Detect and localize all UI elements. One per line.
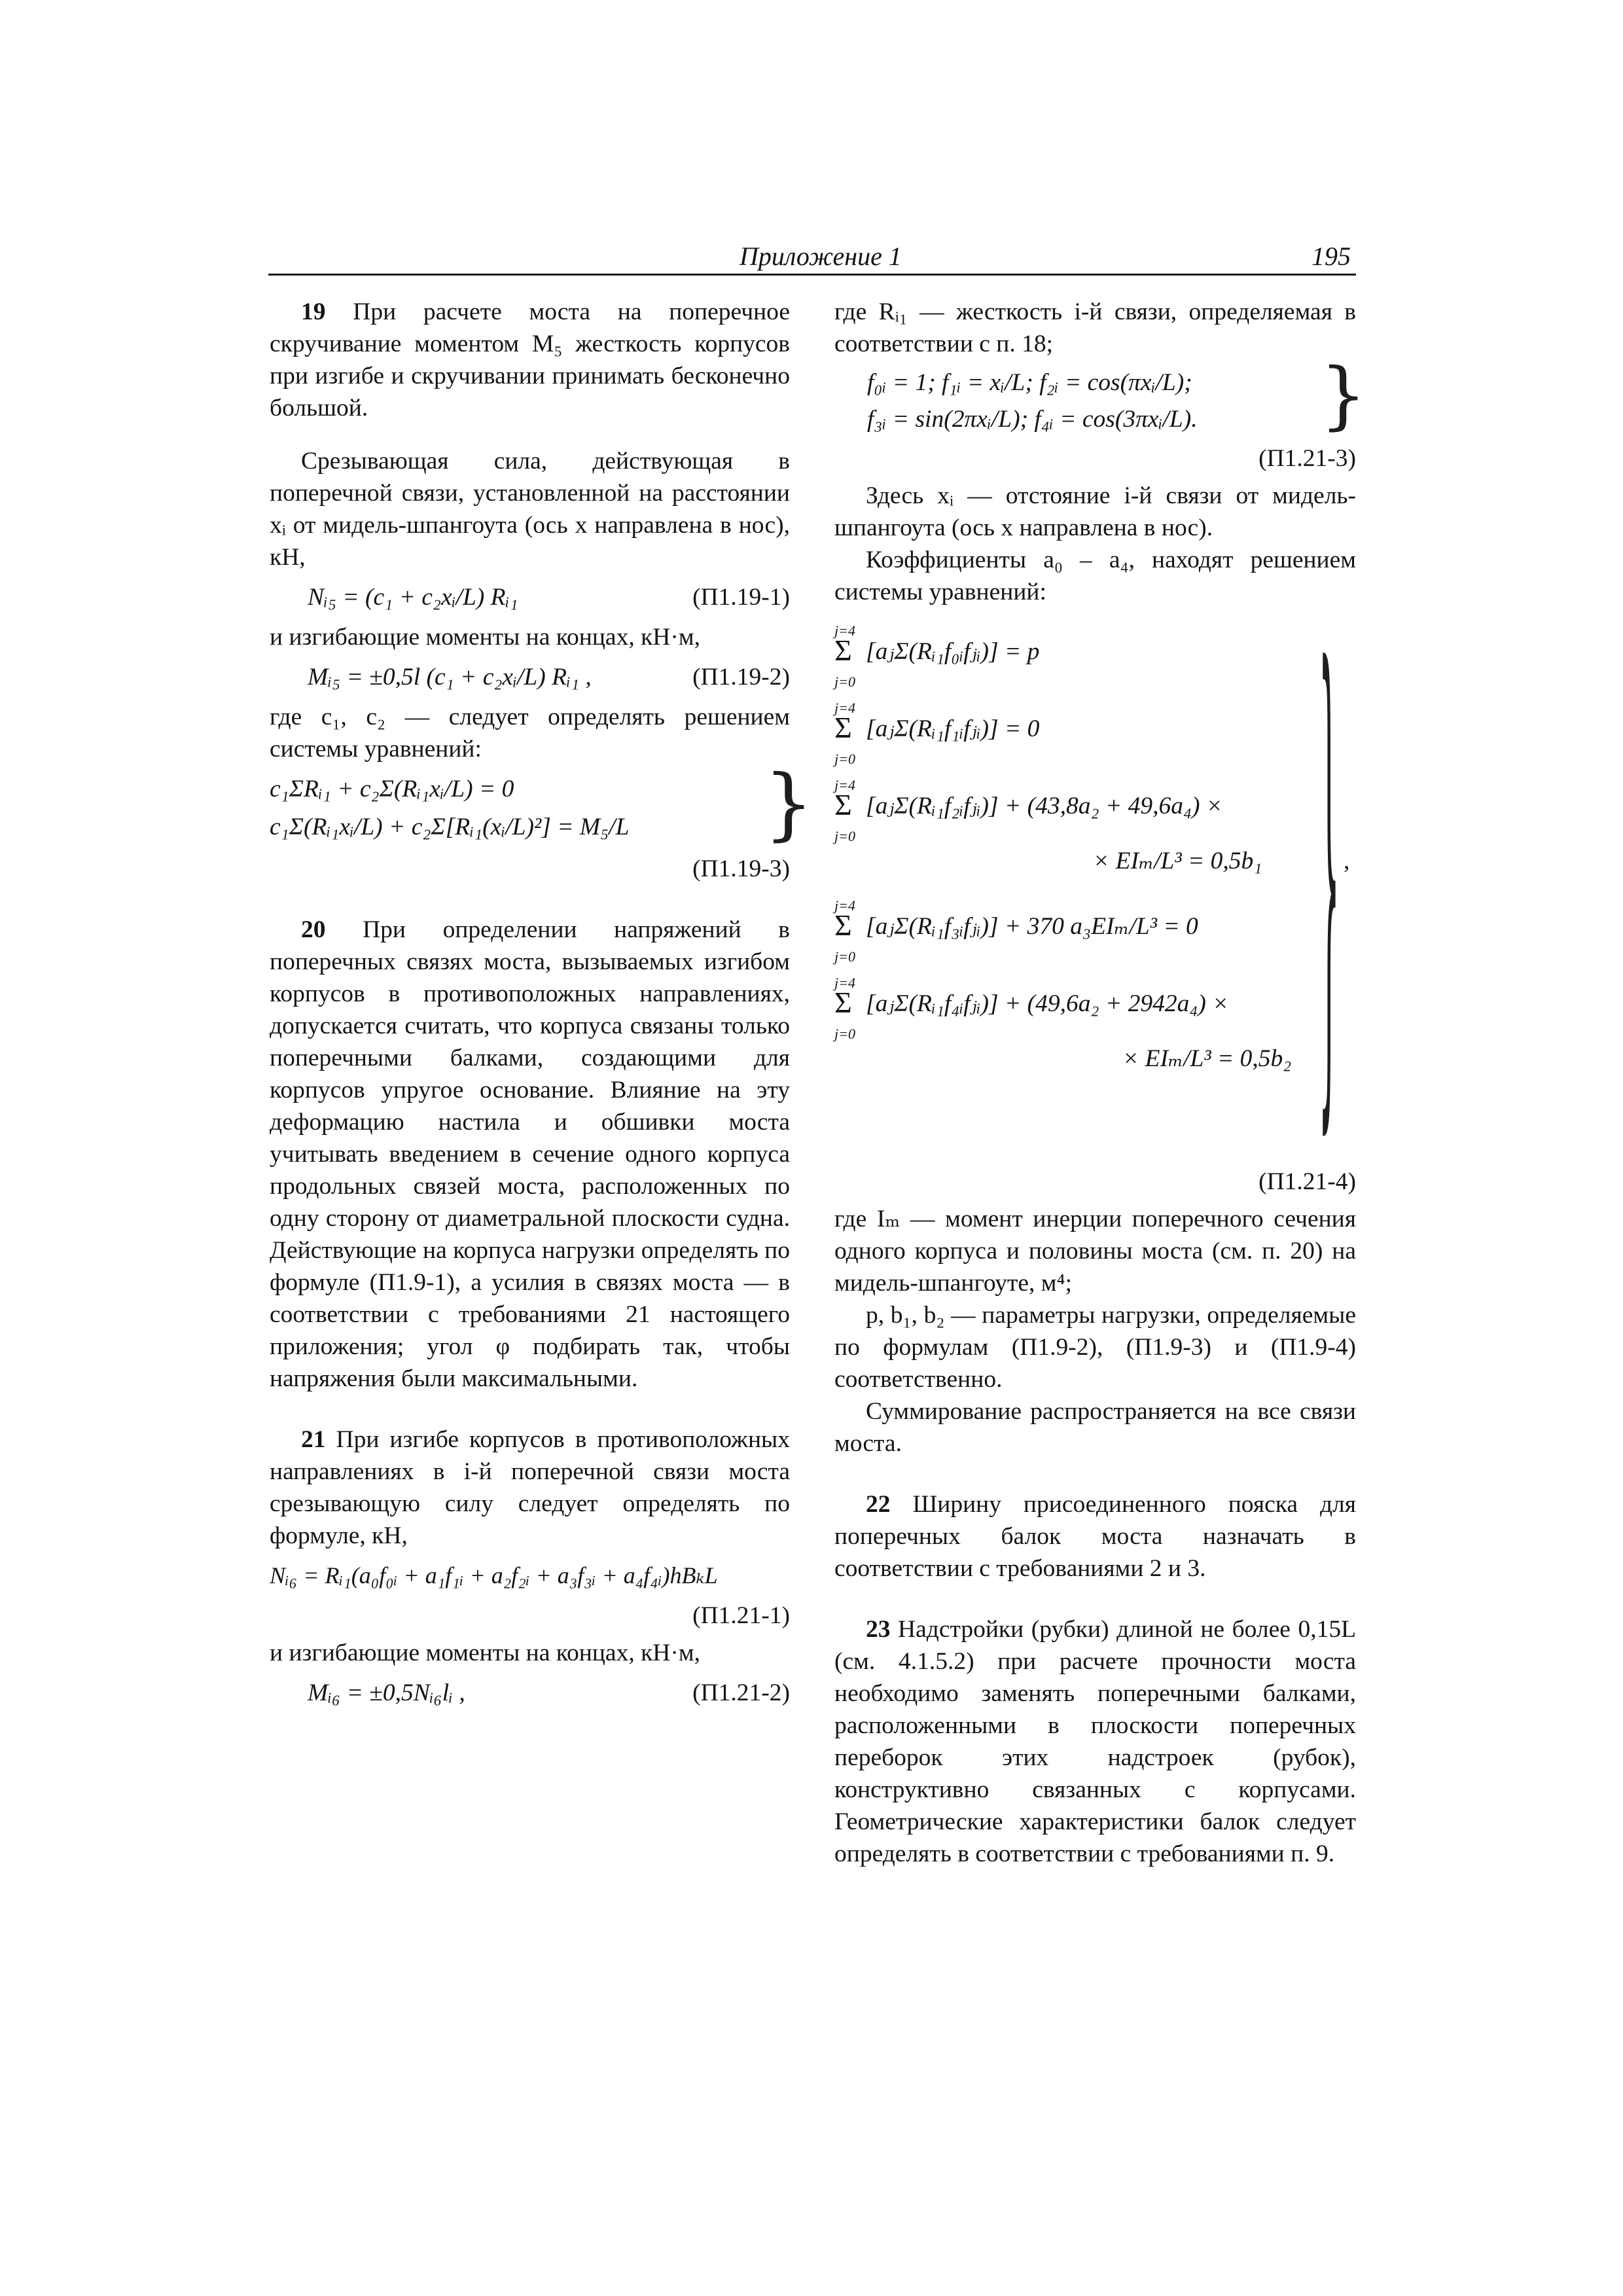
comma: , bbox=[1344, 848, 1350, 874]
f-definitions bbox=[867, 353, 1367, 438]
sum-icon: Σ bbox=[834, 986, 852, 1019]
paragraph-coefficients: Коэффициенты a₀ – a₄, находят решением системы уравнений: bbox=[834, 547, 1356, 605]
item-number: 21 bbox=[301, 1426, 326, 1453]
sum-icon: Σ bbox=[834, 711, 852, 744]
system-row-3 bbox=[834, 772, 1223, 844]
item-number: 20 bbox=[301, 916, 326, 943]
paragraph-23: 23 Надстройки (рубки) длиной не более 0,15L (см. 4.1.5.2) при расчете прочности моста необходимо заменять поперечными балками, расположенными в плоскости поперечных переборок этих надстроек (рубок), конструктивно связанных с корпусами. Геометрические характеристики балок следует определять в соответствии с требованиями п. 9. bbox=[834, 1616, 1356, 1867]
paragraph-moments: и изгибающие моменты на концах, кН·м, bbox=[270, 624, 700, 651]
paragraph-where-c: где c₁, c₂ — следует определять решением системы уравнений: bbox=[270, 704, 790, 762]
paragraph-r-where: где Rᵢ₁ — жесткость i-й связи, определяемая в соответствии с п. 18; bbox=[834, 298, 1356, 357]
system-line-1: c₁ΣRᵢ₁ + c₂Σ(Rᵢ₁xᵢ/L) = 0 bbox=[270, 776, 514, 802]
system-equation-5-continued: × EIₘ/L³ = 0,5b₂ bbox=[1122, 1045, 1292, 1072]
left-column bbox=[270, 296, 814, 1717]
formula-number: (П1.21-2) bbox=[692, 1679, 790, 1706]
sum-upper-limit: j=4 bbox=[834, 897, 855, 914]
formula-text: Mᵢ₅ = ±0,5l (c₁ + c₂xᵢ/L) Rᵢ₁ , bbox=[308, 664, 592, 691]
sum-upper-limit: j=4 bbox=[834, 975, 855, 991]
right-brace: } bbox=[1319, 569, 1340, 1176]
paragraph-moments-2: и изгибающие моменты на концах, кН·м, bbox=[270, 1640, 700, 1666]
page-header bbox=[268, 240, 1356, 276]
formula-p1-21-2 bbox=[308, 1677, 790, 1709]
system-equation-5: [aⱼΣ(Rᵢ₁f₄ᵢfⱼᵢ)] + (49,6a₂ + 2942a₄) × bbox=[866, 990, 1229, 1017]
right-brace: } bbox=[764, 759, 814, 850]
equation-system-p1-19-3 bbox=[270, 759, 814, 850]
paragraph-21: 21 При изгибе корпусов в противоположных направлениях в i-й поперечной связи моста срезывающую силу следует определять по формуле, кН, bbox=[270, 1426, 790, 1549]
paragraph-here: Здесь xᵢ — отстояние i-й связи от мидель-шпангоута (ось x направлена в нос). bbox=[834, 482, 1356, 541]
system-row-2 bbox=[834, 694, 1040, 767]
paragraph-shear-force: Срезывающая сила, действующая в поперечной связи, установленной на расстоянии xᵢ от мидель-шпангоута (ось x направлена в нос), кН, bbox=[270, 448, 790, 571]
sum-lower-limit: j=0 bbox=[834, 948, 855, 965]
sum-icon: Σ bbox=[834, 908, 852, 942]
sum-lower-limit: j=0 bbox=[834, 828, 855, 844]
formula-text: Nᵢ₅ = (c₁ + c₂xᵢ/L) Rᵢ₁ bbox=[308, 584, 518, 611]
paragraph-20: 20 При определении напряжений в поперечных связях моста, вызываемых изгибом корпусов в противоположных направлениях, допускается считать, что корпуса связаны только поперечными балками, создающими для корпусов упругое основание. Влияние на эту деформацию настила и обшивки моста учитывать введением в сечение одного корпуса продольных связей моста, расположенных по одну сторону от диаметральной плоскости судна. Действующие на корпуса нагрузки определять по формуле (П1.9-1), а усилия в связях моста — в соответствии с требованиями 21 настоящего приложения; угол φ подбирать так, чтобы напряжения были максимальными. bbox=[270, 916, 791, 1392]
system-row-1 bbox=[834, 617, 1040, 690]
system-equation-4: [aⱼΣ(Rᵢ₁f₃ᵢfⱼᵢ)] + 370 a₃EIₘ/L³ = 0 bbox=[866, 913, 1198, 940]
sum-upper-limit: j=4 bbox=[834, 777, 855, 793]
paragraph-load-parameters: p, b₁, b₂ — параметры нагрузки, определяемые по формулам (П1.9-2), (П1.9-3) и (П1.9-4) соответственно. bbox=[834, 1302, 1356, 1393]
formula-number: (П1.21-3) bbox=[1258, 445, 1356, 472]
right-brace: } bbox=[1320, 353, 1367, 438]
formula-text: Mᵢ₆ = ±0,5Nᵢ₆lᵢ , bbox=[308, 1679, 465, 1706]
formula-text: Nᵢ₆ = Rᵢ₁(a₀f₀ᵢ + a₁f₁ᵢ + a₂f₂ᵢ + a₃f₃ᵢ + a₄f₄ᵢ)hBₖL bbox=[270, 1562, 718, 1588]
sum-lower-limit: j=0 bbox=[834, 1026, 855, 1042]
running-title: Приложение 1 bbox=[740, 242, 902, 271]
system-line-2: c₁Σ(Rᵢ₁xᵢ/L) + c₂Σ[Rᵢ₁(xᵢ/L)²] = M₅/L bbox=[270, 814, 630, 840]
formula-number: (П1.19-3) bbox=[692, 855, 790, 882]
formula-number: (П1.21-4) bbox=[1258, 1168, 1356, 1195]
item-number: 22 bbox=[866, 1491, 891, 1518]
formula-number: (П1.19-1) bbox=[692, 584, 790, 611]
sum-icon: Σ bbox=[834, 788, 852, 821]
sum-icon: Σ bbox=[834, 634, 852, 667]
right-column bbox=[834, 296, 1367, 1870]
sum-upper-limit: j=4 bbox=[834, 700, 855, 716]
system-row-5 bbox=[834, 969, 1229, 1042]
f-line-2: f₃ᵢ = sin(2πxᵢ/L); f₄ᵢ = cos(3πxᵢ/L). bbox=[867, 406, 1198, 433]
system-equation-3-continued: × EIₘ/L³ = 0,5b₁ bbox=[1093, 848, 1262, 874]
item-number: 19 bbox=[301, 298, 326, 325]
sum-lower-limit: j=0 bbox=[834, 751, 855, 767]
system-equation-3: [aⱼΣ(Rᵢ₁f₂ᵢfⱼᵢ)] + (43,8a₂ + 49,6a₄) × bbox=[866, 793, 1223, 819]
paragraph-summation: Суммирование распространяется на все связи моста. bbox=[834, 1398, 1356, 1457]
system-equation-2: [aⱼΣ(Rᵢ₁f₁ᵢfⱼᵢ)] = 0 bbox=[866, 715, 1040, 742]
formula-number: (П1.21-1) bbox=[692, 1602, 790, 1629]
paragraph-19: 19 При расчете моста на поперечное скручивание моментом M₅ жесткость корпусов при изгибе и скручивании принимать бесконечно большой. bbox=[270, 298, 790, 422]
formula-p1-19-1 bbox=[308, 581, 790, 613]
sum-upper-limit: j=4 bbox=[834, 622, 855, 639]
item-number: 23 bbox=[866, 1616, 891, 1643]
system-row-4 bbox=[834, 892, 1198, 965]
page-number: 195 bbox=[1311, 242, 1351, 271]
paragraph-22: 22 Ширину присоединенного пояска для поперечных балок моста назначать в соответствии с требованиями 2 и 3. bbox=[834, 1491, 1357, 1582]
f-line-1: f₀ᵢ = 1; f₁ᵢ = xᵢ/L; f₂ᵢ = cos(πxᵢ/L); bbox=[867, 369, 1192, 396]
sum-lower-limit: j=0 bbox=[834, 673, 855, 690]
formula-p1-21-1 bbox=[270, 1560, 790, 1592]
system-equation-1: [aⱼΣ(Rᵢ₁f₀ᵢfⱼᵢ)] = p bbox=[866, 638, 1040, 665]
formula-number: (П1.19-2) bbox=[692, 664, 790, 691]
paragraph-inertia: где Iₘ — момент инерции поперечного сечения одного корпуса и половины моста (см. п. 20) на мидель-шпангоуте, м⁴; bbox=[834, 1206, 1356, 1297]
formula-p1-19-2 bbox=[308, 661, 790, 693]
